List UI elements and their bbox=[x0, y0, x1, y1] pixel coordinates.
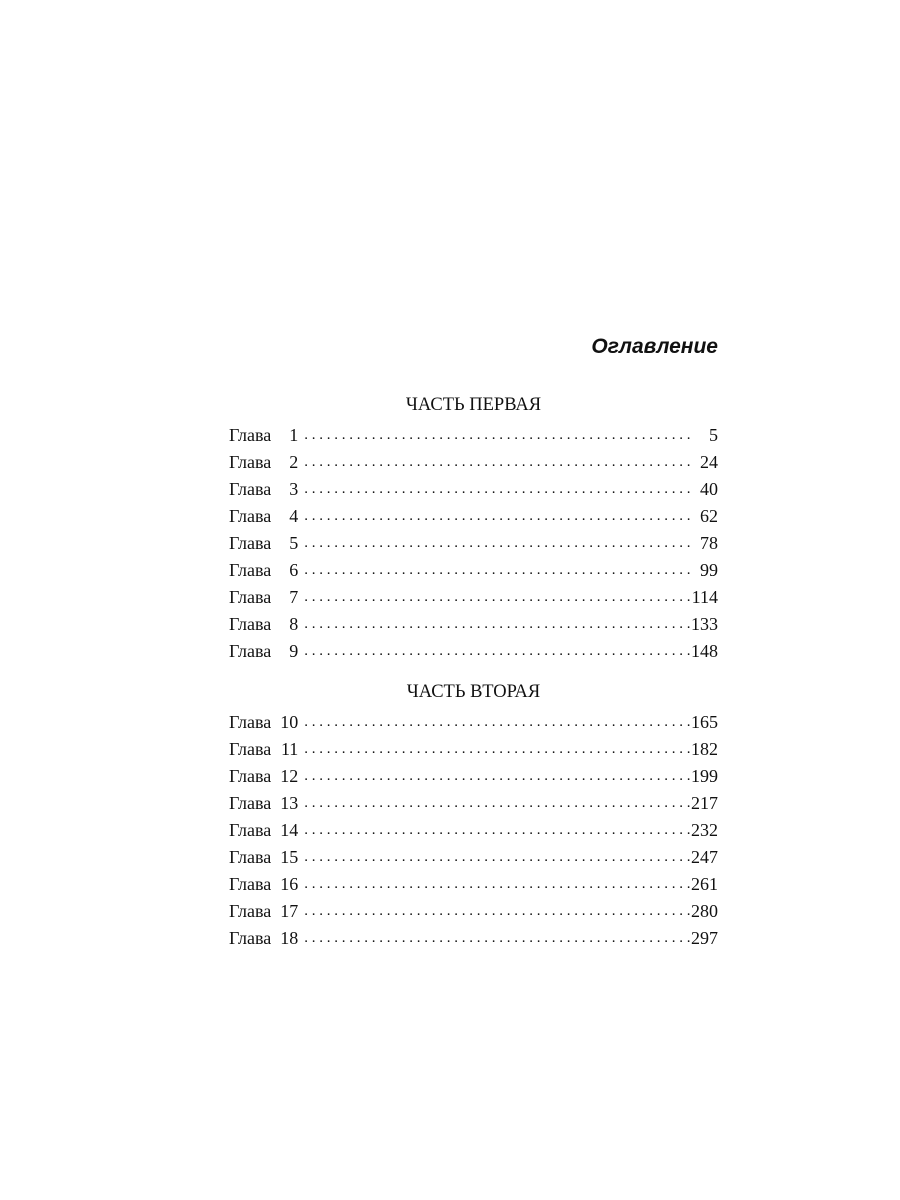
chapter-number: 4 bbox=[289, 506, 299, 526]
toc-entry[interactable] bbox=[229, 790, 718, 817]
chapter-label: Глава bbox=[229, 425, 272, 445]
page-number: 280 bbox=[691, 901, 718, 921]
toc-entry[interactable] bbox=[229, 449, 718, 476]
toc-entry[interactable] bbox=[229, 476, 718, 503]
dot-leader bbox=[304, 736, 690, 763]
toc-entry[interactable] bbox=[229, 871, 718, 898]
chapter-label: Глава bbox=[229, 766, 272, 786]
chapter-label: Глава bbox=[229, 479, 272, 499]
chapter-number: 6 bbox=[289, 560, 299, 580]
dot-leader bbox=[304, 422, 690, 449]
chapter-label: Глава bbox=[229, 614, 272, 634]
chapter-number: 11 bbox=[280, 739, 299, 759]
page-number: 24 bbox=[700, 452, 718, 472]
chapter-number: 7 bbox=[289, 587, 299, 607]
dot-leader bbox=[304, 476, 690, 503]
page-number: 232 bbox=[691, 820, 718, 840]
toc-entry[interactable] bbox=[229, 503, 718, 530]
chapter-label: Глава bbox=[229, 506, 272, 526]
chapter-label: Глава bbox=[229, 533, 272, 553]
dot-leader bbox=[304, 790, 690, 817]
page-number: 78 bbox=[700, 533, 718, 553]
chapter-number: 1 bbox=[289, 425, 299, 445]
chapter-number: 10 bbox=[280, 712, 299, 732]
dot-leader bbox=[304, 898, 690, 925]
part-heading: ЧАСТЬ ПЕРВАЯ bbox=[405, 395, 542, 415]
page-number: 5 bbox=[709, 425, 718, 445]
chapter-number: 9 bbox=[289, 641, 299, 661]
page-number: 165 bbox=[691, 712, 718, 732]
dot-leader bbox=[304, 871, 690, 898]
toc-entry[interactable] bbox=[229, 557, 718, 584]
dot-leader bbox=[304, 503, 690, 530]
dot-leader bbox=[304, 557, 690, 584]
page-number: 297 bbox=[691, 928, 718, 948]
dot-leader bbox=[304, 584, 690, 611]
chapter-label: Глава bbox=[229, 793, 272, 813]
dot-leader bbox=[304, 817, 690, 844]
chapter-number: 3 bbox=[289, 479, 299, 499]
chapter-number: 16 bbox=[280, 874, 299, 894]
chapter-number: 12 bbox=[280, 766, 299, 786]
toc-entry[interactable] bbox=[229, 763, 718, 790]
toc-entry[interactable] bbox=[229, 844, 718, 871]
toc-list bbox=[229, 422, 718, 665]
dot-leader bbox=[304, 449, 690, 476]
page-number: 114 bbox=[691, 587, 718, 607]
toc-list bbox=[229, 709, 718, 952]
toc-entry[interactable] bbox=[229, 611, 718, 638]
page-number: 133 bbox=[691, 614, 718, 634]
dot-leader bbox=[304, 709, 690, 736]
toc-entry[interactable] bbox=[229, 925, 718, 952]
toc-entry[interactable] bbox=[229, 817, 718, 844]
page-number: 40 bbox=[700, 479, 718, 499]
page-number: 99 bbox=[700, 560, 718, 580]
dot-leader bbox=[304, 638, 690, 665]
toc-entry[interactable] bbox=[229, 584, 718, 611]
toc-entry[interactable] bbox=[229, 638, 718, 665]
dot-leader bbox=[304, 925, 690, 952]
chapter-label: Глава bbox=[229, 452, 272, 472]
part-heading: ЧАСТЬ ВТОРАЯ bbox=[406, 682, 541, 702]
chapter-label: Глава bbox=[229, 587, 272, 607]
dot-leader bbox=[304, 763, 690, 790]
page-number: 182 bbox=[691, 739, 718, 759]
chapter-label: Глава bbox=[229, 901, 272, 921]
dot-leader bbox=[304, 611, 690, 638]
page-number: 261 bbox=[691, 874, 718, 894]
chapter-label: Глава bbox=[229, 820, 272, 840]
page-number: 217 bbox=[691, 793, 718, 813]
chapter-number: 13 bbox=[280, 793, 299, 813]
toc-entry[interactable] bbox=[229, 530, 718, 557]
chapter-label: Глава bbox=[229, 874, 272, 894]
part-2 bbox=[229, 679, 718, 952]
toc-entry[interactable] bbox=[229, 898, 718, 925]
chapter-label: Глава bbox=[229, 712, 272, 732]
page-number: 247 bbox=[691, 847, 718, 867]
chapter-label: Глава bbox=[229, 739, 272, 759]
part-1 bbox=[229, 392, 718, 665]
page-number: 62 bbox=[700, 506, 718, 526]
chapter-number: 14 bbox=[280, 820, 299, 840]
chapter-label: Глава bbox=[229, 928, 272, 948]
dot-leader bbox=[304, 844, 690, 871]
chapter-number: 15 bbox=[280, 847, 299, 867]
chapter-number: 8 bbox=[289, 614, 299, 634]
toc-entry[interactable] bbox=[229, 709, 718, 736]
dot-leader bbox=[304, 530, 690, 557]
toc-entry[interactable] bbox=[229, 422, 718, 449]
page-title: Оглавление bbox=[591, 335, 718, 358]
page-number: 148 bbox=[691, 641, 718, 661]
chapter-label: Глава bbox=[229, 847, 272, 867]
chapter-number: 5 bbox=[289, 533, 299, 553]
chapter-number: 18 bbox=[280, 928, 299, 948]
chapter-label: Глава bbox=[229, 560, 272, 580]
page-number: 199 bbox=[691, 766, 718, 786]
chapter-number: 17 bbox=[280, 901, 299, 921]
chapter-label: Глава bbox=[229, 641, 272, 661]
toc-entry[interactable] bbox=[229, 736, 718, 763]
chapter-number: 2 bbox=[289, 452, 299, 472]
